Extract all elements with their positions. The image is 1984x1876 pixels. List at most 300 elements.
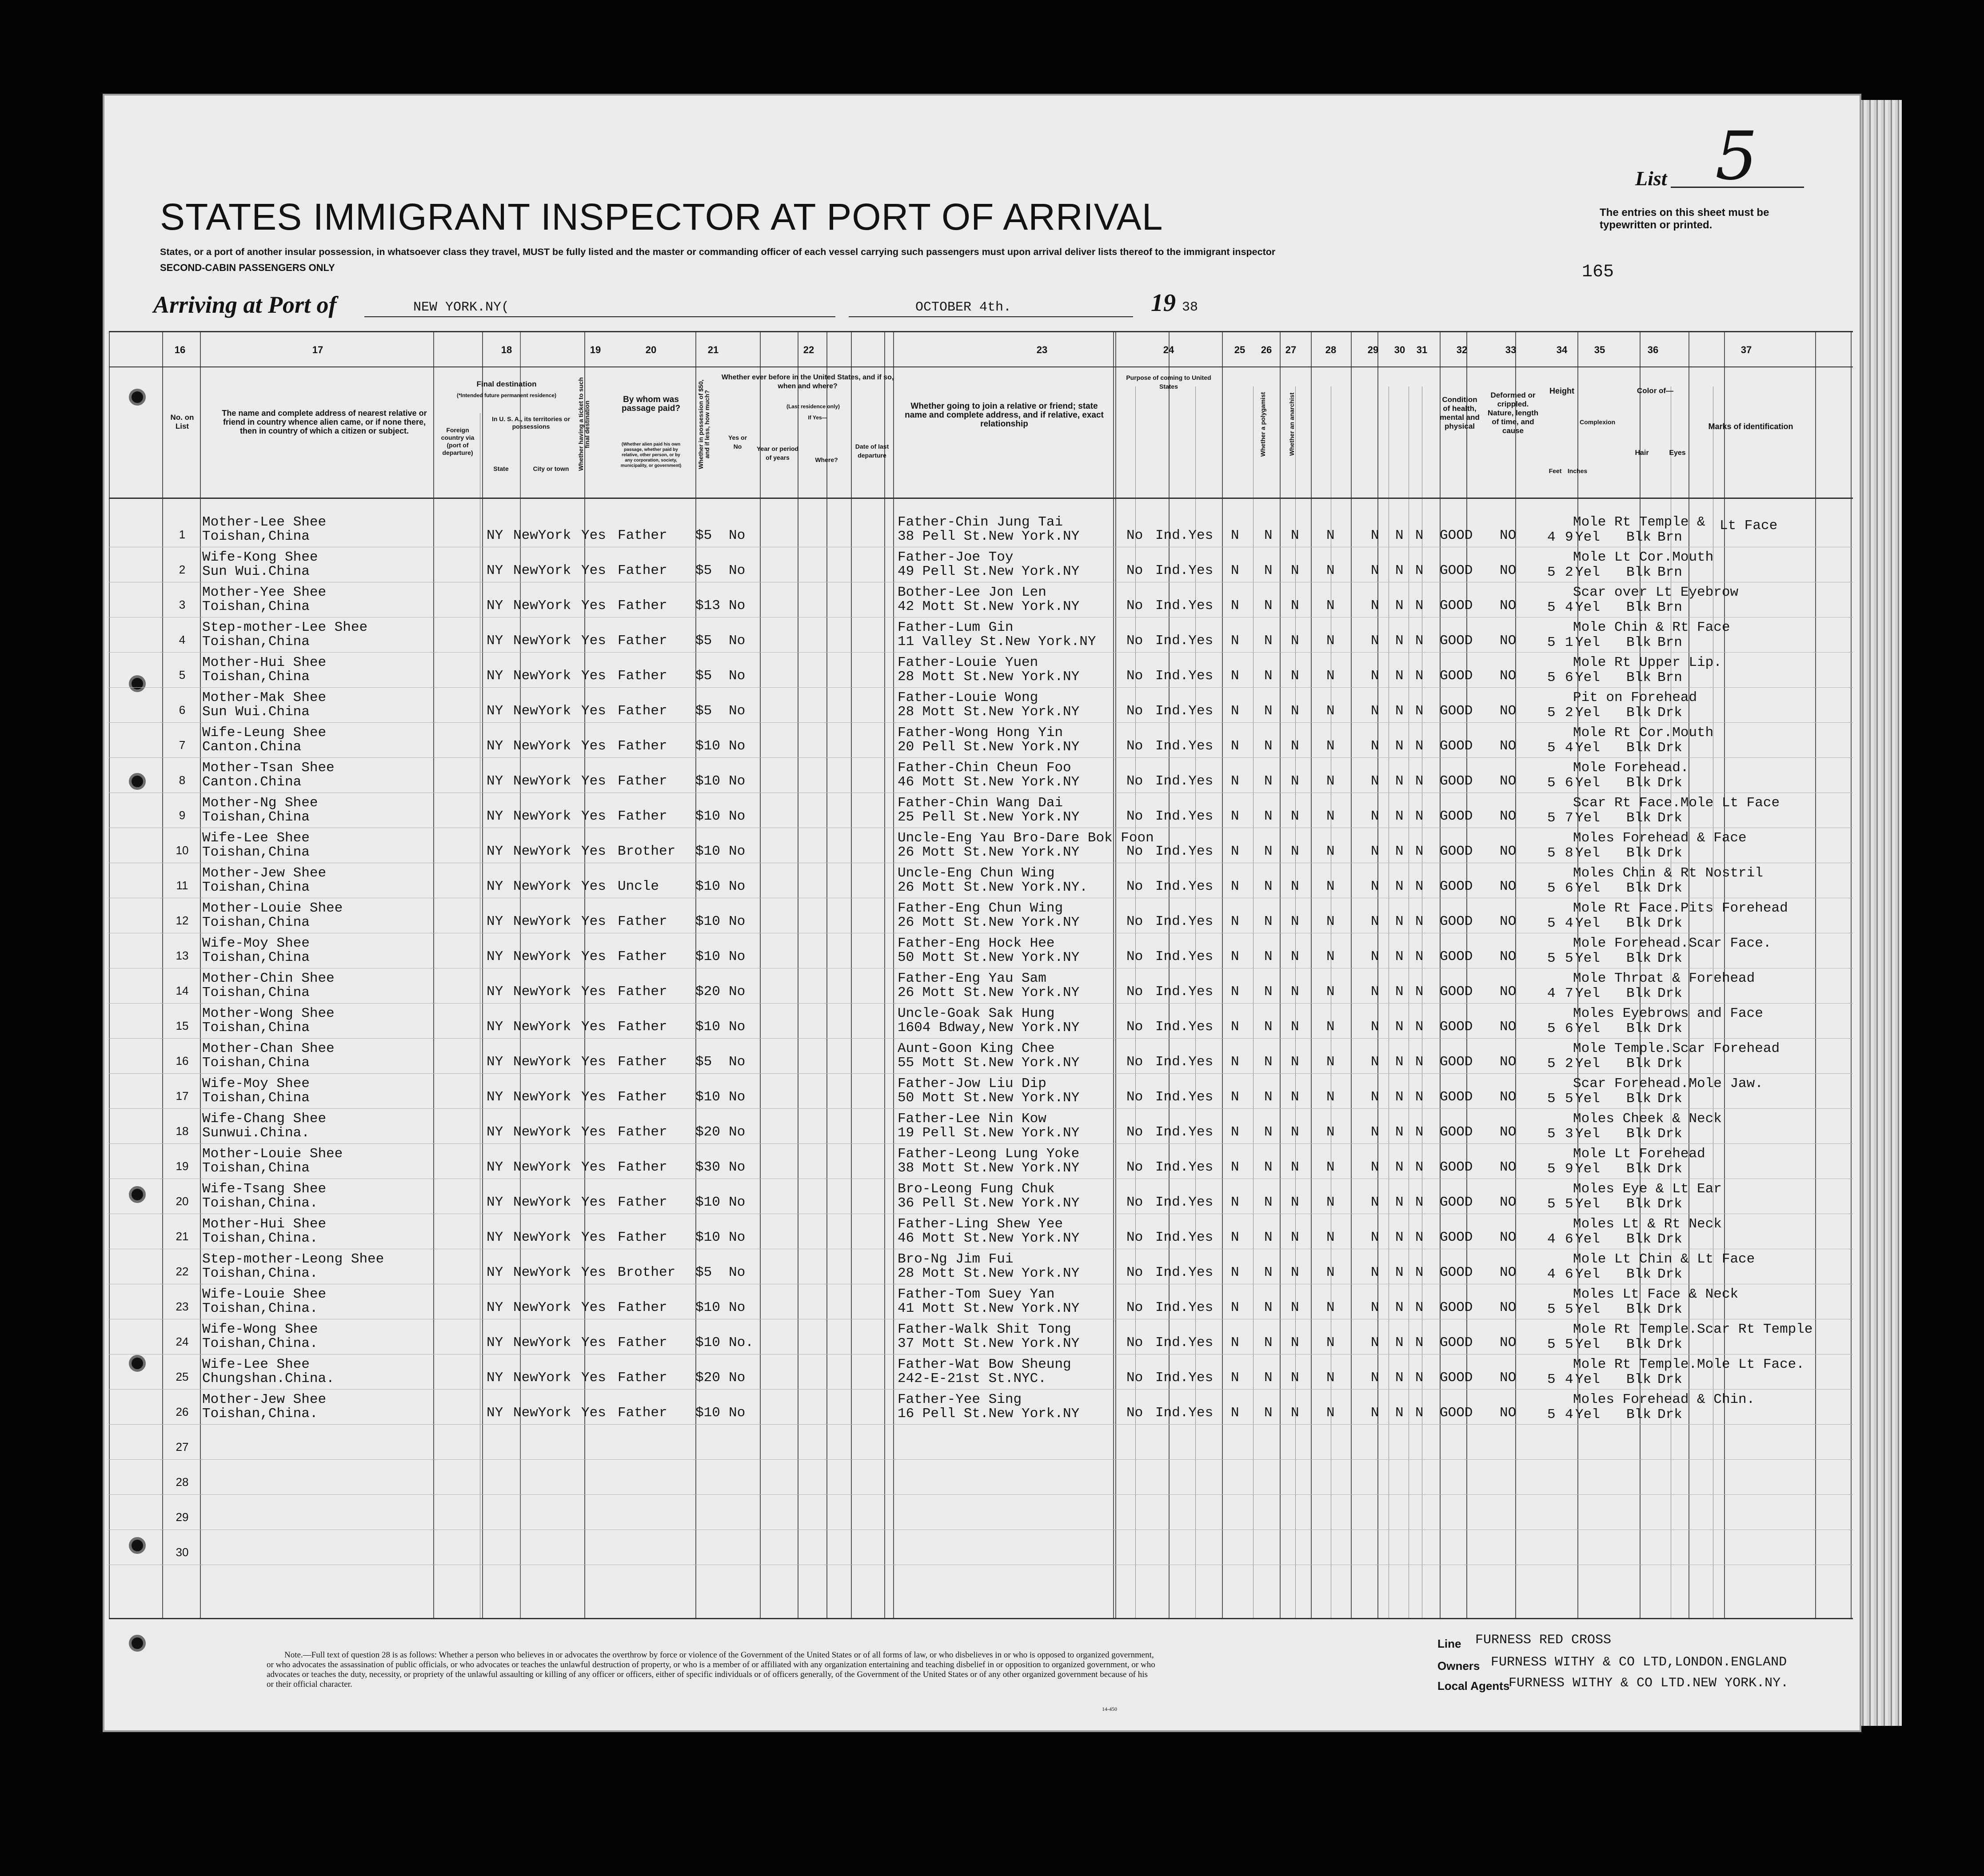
hair-color: Blk bbox=[1626, 600, 1651, 615]
relative-place: Toishan,China bbox=[202, 1055, 310, 1071]
money-in-possession: $10 bbox=[695, 1195, 720, 1210]
question-29-answer: N bbox=[1371, 1405, 1379, 1421]
complexion: Yel bbox=[1575, 670, 1600, 685]
question-29-answer: N bbox=[1371, 1300, 1379, 1315]
column-header-before-in-us: Whether ever before in the United States, and if so, when and where? bbox=[721, 374, 894, 390]
height-inches: 2 bbox=[1565, 565, 1573, 580]
height-inches: 5 bbox=[1565, 1091, 1573, 1107]
question-26-answer: N bbox=[1264, 598, 1273, 613]
purpose-flag: No bbox=[1126, 598, 1143, 613]
destination-state: NY bbox=[487, 1054, 503, 1070]
health-condition: GOOD bbox=[1440, 949, 1473, 964]
identification-marks-extra: Lt Face bbox=[1720, 518, 1778, 534]
question-29-answer: N bbox=[1371, 1159, 1379, 1175]
height-feet: 5 bbox=[1547, 1302, 1556, 1317]
purpose-indefinite: Ind.Yes bbox=[1155, 809, 1214, 824]
destination-city: NewYork bbox=[513, 844, 571, 859]
destination-city: NewYork bbox=[513, 738, 571, 754]
relative-name: Mother-Wong Shee bbox=[202, 1006, 335, 1021]
question-30-answer: N bbox=[1395, 1265, 1404, 1280]
question-27-answer: N bbox=[1291, 1335, 1299, 1350]
question-29-answer: N bbox=[1371, 1054, 1379, 1070]
column-rule bbox=[893, 331, 894, 1618]
height-inches: 7 bbox=[1565, 986, 1573, 1001]
question-30-answer: N bbox=[1395, 703, 1404, 719]
row-rule bbox=[109, 1003, 1853, 1004]
question-31-answer: N bbox=[1415, 914, 1424, 929]
money-in-possession: $5 bbox=[695, 668, 712, 684]
complexion: Yel bbox=[1575, 775, 1600, 791]
health-condition: GOOD bbox=[1440, 1124, 1473, 1140]
hair-color: Blk bbox=[1626, 1126, 1651, 1142]
row-number: 19 bbox=[176, 1159, 189, 1173]
purpose-indefinite: Ind.Yes bbox=[1155, 1370, 1214, 1386]
height-inches: 4 bbox=[1565, 600, 1573, 615]
joining-relative: Father-Joe Toy bbox=[898, 550, 1014, 565]
complexion: Yel bbox=[1575, 1161, 1600, 1177]
question-28-answer: N bbox=[1326, 914, 1335, 929]
column-rule bbox=[1851, 331, 1852, 1618]
row-rule bbox=[109, 1459, 1853, 1460]
passage-paid-by: Father bbox=[618, 703, 667, 719]
joining-address: 28 Mott St.New York.NY bbox=[898, 704, 1080, 720]
relative-place: Canton.China bbox=[202, 774, 302, 790]
complexion: Yel bbox=[1575, 1056, 1600, 1071]
relative-name: Wife-Moy Shee bbox=[202, 1076, 310, 1091]
hair-color: Blk bbox=[1626, 1161, 1651, 1177]
height-inches: 6 bbox=[1565, 1267, 1573, 1282]
relative-name: Mother-Yee Shee bbox=[202, 585, 327, 600]
passage-paid-by: Father bbox=[618, 1335, 667, 1350]
relative-place: Toishan,China bbox=[202, 844, 310, 860]
hair-color: Blk bbox=[1626, 916, 1651, 931]
money-in-possession: $5 bbox=[695, 1265, 712, 1280]
column-header-inches: Inches bbox=[1567, 467, 1588, 474]
height-inches: 2 bbox=[1565, 705, 1573, 721]
complexion: Yel bbox=[1575, 880, 1600, 896]
question-28-answer: N bbox=[1326, 738, 1335, 754]
complexion: Yel bbox=[1575, 810, 1600, 826]
question-25-answer: N bbox=[1231, 1230, 1239, 1245]
purpose-flag: No bbox=[1126, 773, 1143, 789]
row-number: 3 bbox=[179, 598, 186, 611]
owners-value: FURNESS WITHY & CO LTD,LONDON.ENGLAND bbox=[1491, 1655, 1787, 1670]
hair-color: Blk bbox=[1626, 1021, 1651, 1036]
joining-relative: Father-Jow Liu Dip bbox=[898, 1076, 1046, 1091]
hair-color: Blk bbox=[1626, 670, 1651, 685]
purpose-flag: No bbox=[1126, 1230, 1143, 1245]
question-26-answer: N bbox=[1264, 914, 1273, 929]
question-31-answer: N bbox=[1415, 1370, 1424, 1386]
arriving-label: Arriving at Port of bbox=[153, 291, 337, 318]
height-feet: 5 bbox=[1547, 775, 1556, 791]
health-condition: GOOD bbox=[1440, 528, 1473, 543]
question-29-answer: N bbox=[1371, 1265, 1379, 1280]
question-27-answer: N bbox=[1291, 1300, 1299, 1315]
row-number: 2 bbox=[179, 563, 186, 576]
hair-color: Blk bbox=[1626, 1056, 1651, 1071]
health-condition: GOOD bbox=[1440, 738, 1473, 754]
question-30-answer: N bbox=[1395, 1195, 1404, 1210]
ticket-flag: Yes bbox=[581, 703, 606, 719]
complexion: Yel bbox=[1575, 635, 1600, 650]
ticket-flag: Yes bbox=[581, 879, 606, 894]
passage-paid-by: Father bbox=[618, 984, 667, 1000]
question-30-answer: N bbox=[1395, 809, 1404, 824]
purpose-indefinite: Ind.Yes bbox=[1155, 1300, 1214, 1315]
passage-paid-by: Father bbox=[618, 809, 667, 824]
joining-address: 26 Mott St.New York.NY. bbox=[898, 880, 1088, 895]
purpose-indefinite: Ind.Yes bbox=[1155, 1089, 1214, 1105]
question-25-answer: N bbox=[1231, 1195, 1239, 1210]
question-30-answer: N bbox=[1395, 528, 1404, 543]
relative-name: Mother-Jew Shee bbox=[202, 1392, 327, 1407]
column-number: 29 bbox=[1367, 344, 1379, 355]
money-in-possession: $10 bbox=[695, 879, 720, 894]
identification-marks: Mole Rt Temple & bbox=[1573, 514, 1705, 530]
previously-in-us: No bbox=[729, 563, 746, 578]
health-condition: GOOD bbox=[1440, 914, 1473, 929]
passage-paid-by: Father bbox=[618, 1124, 667, 1140]
column-header-feet: Feet bbox=[1549, 467, 1562, 474]
joining-relative: Father-Eng Yau Sam bbox=[898, 971, 1046, 986]
deformed-flag: NO bbox=[1500, 563, 1517, 578]
destination-state: NY bbox=[487, 738, 503, 754]
question-26-answer: N bbox=[1264, 773, 1273, 789]
destination-city: NewYork bbox=[513, 1230, 571, 1245]
relative-name: Step-mother-Lee Shee bbox=[202, 620, 368, 635]
joining-address: 55 Mott St.New York.NY bbox=[898, 1055, 1080, 1071]
deformed-flag: NO bbox=[1500, 703, 1517, 719]
previously-in-us: No bbox=[729, 1089, 746, 1105]
ticket-flag: Yes bbox=[581, 1019, 606, 1035]
question-28-answer: N bbox=[1326, 1300, 1335, 1315]
question-25-answer: N bbox=[1231, 598, 1239, 613]
question-27-answer: N bbox=[1291, 738, 1299, 754]
passage-paid-by: Father bbox=[618, 1370, 667, 1386]
eye-color: Drk bbox=[1657, 810, 1682, 826]
height-feet: 4 bbox=[1547, 1267, 1556, 1282]
question-25-answer: N bbox=[1231, 563, 1239, 578]
relative-place: Toishan,China. bbox=[202, 1406, 318, 1422]
joining-relative: Uncle-Eng Yau Bro-Dare Bok Foon bbox=[898, 830, 1154, 846]
row-number: 7 bbox=[179, 738, 186, 752]
question-28-answer: N bbox=[1326, 1054, 1335, 1070]
relative-name: Wife-Leung Shee bbox=[202, 725, 327, 741]
column-rule bbox=[109, 331, 110, 1618]
previously-in-us: No bbox=[729, 949, 746, 964]
row-number: 8 bbox=[179, 773, 186, 787]
relative-place: Toishan,China bbox=[202, 634, 310, 649]
ticket-flag: Yes bbox=[581, 1230, 606, 1245]
destination-city: NewYork bbox=[513, 1195, 571, 1210]
purpose-indefinite: Ind.Yes bbox=[1155, 1405, 1214, 1421]
question-27-answer: N bbox=[1291, 1370, 1299, 1386]
money-in-possession: $10 bbox=[695, 738, 720, 754]
row-rule bbox=[109, 687, 1853, 688]
relative-name: Wife-Lee Shee bbox=[202, 830, 310, 846]
purpose-flag: No bbox=[1126, 914, 1143, 929]
hair-color: Blk bbox=[1626, 1267, 1651, 1282]
question-31-answer: N bbox=[1415, 738, 1424, 754]
hair-color: Blk bbox=[1626, 1196, 1651, 1212]
health-condition: GOOD bbox=[1440, 1019, 1473, 1035]
port-line bbox=[364, 316, 835, 317]
purpose-indefinite: Ind.Yes bbox=[1155, 1265, 1214, 1280]
previously-in-us: No bbox=[729, 1405, 746, 1421]
height-inches: 4 bbox=[1565, 916, 1573, 931]
relative-place: Toishan,China bbox=[202, 809, 310, 825]
row-number: 22 bbox=[176, 1265, 189, 1278]
relative-name: Mother-Louie Shee bbox=[202, 1146, 343, 1162]
relative-place: Toishan,China bbox=[202, 1160, 310, 1176]
ticket-flag: Yes bbox=[581, 1335, 606, 1350]
deformed-flag: NO bbox=[1500, 633, 1517, 649]
question-29-answer: N bbox=[1371, 1019, 1379, 1035]
question-29-answer: N bbox=[1371, 844, 1379, 859]
question-31-answer: N bbox=[1415, 1019, 1424, 1035]
joining-relative: Father-Lee Nin Kow bbox=[898, 1111, 1046, 1127]
destination-state: NY bbox=[487, 598, 503, 613]
column-header-final-destination: Final destination bbox=[476, 380, 537, 388]
purpose-indefinite: Ind.Yes bbox=[1155, 844, 1214, 859]
column-rule bbox=[1440, 331, 1441, 1618]
identification-marks: Mole Lt Cor.Mouth bbox=[1573, 550, 1714, 565]
question-30-answer: N bbox=[1395, 984, 1404, 1000]
column-header-date-departure: Date of last departure bbox=[855, 443, 889, 459]
question-26-answer: N bbox=[1264, 984, 1273, 1000]
column-header-if-yes: If Yes— bbox=[808, 414, 827, 421]
column-rule bbox=[1222, 331, 1223, 1618]
identification-marks: Mole Forehead. bbox=[1573, 760, 1689, 776]
hair-color: Blk bbox=[1626, 775, 1651, 791]
deformed-flag: NO bbox=[1500, 949, 1517, 964]
money-in-possession: $10 bbox=[695, 1405, 720, 1421]
question-28-answer: N bbox=[1326, 1370, 1335, 1386]
health-condition: GOOD bbox=[1440, 984, 1473, 1000]
relative-name: Mother-Ng Shee bbox=[202, 795, 318, 811]
destination-city: NewYork bbox=[513, 879, 571, 894]
joining-relative: Father-Chin Jung Tai bbox=[898, 514, 1063, 530]
question-25-answer: N bbox=[1231, 1335, 1239, 1350]
column-header-color-of: Color of— bbox=[1637, 386, 1674, 395]
column-rule bbox=[200, 331, 201, 1618]
purpose-flag: No bbox=[1126, 1300, 1143, 1315]
deformed-flag: NO bbox=[1500, 668, 1517, 684]
height-inches: 6 bbox=[1565, 670, 1573, 685]
purpose-indefinite: Ind.Yes bbox=[1155, 773, 1214, 789]
list-label: List bbox=[1635, 167, 1667, 190]
column-number: 24 bbox=[1163, 344, 1174, 355]
column-number: 20 bbox=[645, 344, 657, 355]
deformed-flag: NO bbox=[1500, 1370, 1517, 1386]
destination-city: NewYork bbox=[513, 809, 571, 824]
money-in-possession: $13 bbox=[695, 598, 720, 613]
row-rule bbox=[109, 722, 1853, 723]
complexion: Yel bbox=[1575, 1021, 1600, 1036]
previously-in-us: No bbox=[729, 773, 746, 789]
eye-color: Drk bbox=[1657, 845, 1682, 861]
column-header-complexion: Complexion bbox=[1580, 418, 1616, 426]
column-number: 21 bbox=[707, 344, 719, 355]
joining-address: 46 Mott St.New York.NY bbox=[898, 1231, 1080, 1246]
eye-color: Brn bbox=[1657, 600, 1682, 615]
purpose-flag: No bbox=[1126, 1019, 1143, 1035]
relative-place: Sun Wui.China bbox=[202, 704, 310, 720]
relative-place: Sun Wui.China bbox=[202, 564, 310, 579]
identification-marks: Moles Lt Face & Neck bbox=[1573, 1287, 1739, 1302]
identification-marks: Mole Forehead.Scar Face. bbox=[1573, 936, 1772, 951]
purpose-indefinite: Ind.Yes bbox=[1155, 914, 1214, 929]
identification-marks: Mole Lt Chin & Lt Face bbox=[1573, 1251, 1755, 1267]
destination-city: NewYork bbox=[513, 914, 571, 929]
question-26-answer: N bbox=[1264, 1195, 1273, 1210]
column-rule bbox=[1515, 331, 1516, 1618]
health-condition: GOOD bbox=[1440, 1230, 1473, 1245]
row-rule bbox=[109, 652, 1853, 653]
row-number: 10 bbox=[176, 844, 189, 857]
previously-in-us: No bbox=[729, 1370, 746, 1386]
passage-paid-by: Father bbox=[618, 1054, 667, 1070]
question-29-answer: N bbox=[1371, 949, 1379, 964]
question-25-answer: N bbox=[1231, 528, 1239, 543]
row-number: 28 bbox=[176, 1475, 189, 1489]
column-rule bbox=[1280, 331, 1281, 1618]
eye-color: Drk bbox=[1657, 705, 1682, 721]
purpose-indefinite: Ind.Yes bbox=[1155, 1019, 1214, 1035]
ticket-flag: Yes bbox=[581, 1370, 606, 1386]
identification-marks: Mole Throat & Forehead bbox=[1573, 971, 1755, 986]
destination-city: NewYork bbox=[513, 528, 571, 543]
passage-paid-by: Father bbox=[618, 563, 667, 578]
destination-city: NewYork bbox=[513, 633, 571, 649]
eye-color: Brn bbox=[1657, 635, 1682, 650]
previously-in-us: No bbox=[729, 703, 746, 719]
passage-paid-by: Father bbox=[618, 668, 667, 684]
joining-relative: Father-Chin Cheun Foo bbox=[898, 760, 1071, 776]
destination-state: NY bbox=[487, 1195, 503, 1210]
destination-state: NY bbox=[487, 773, 503, 789]
passage-paid-by: Father bbox=[618, 1159, 667, 1175]
health-condition: GOOD bbox=[1440, 1405, 1473, 1421]
question-28-answer: N bbox=[1326, 1265, 1335, 1280]
row-number: 25 bbox=[176, 1370, 189, 1383]
column-header-hair: Hair bbox=[1635, 449, 1649, 457]
joining-address: 11 Valley St.New York.NY bbox=[898, 634, 1096, 649]
deformed-flag: NO bbox=[1500, 1019, 1517, 1035]
height-inches: 6 bbox=[1565, 880, 1573, 896]
complexion: Yel bbox=[1575, 1337, 1600, 1352]
question-31-answer: N bbox=[1415, 633, 1424, 649]
question-27-answer: N bbox=[1291, 1089, 1299, 1105]
purpose-indefinite: Ind.Yes bbox=[1155, 1195, 1214, 1210]
identification-marks: Mole Lt Forehead bbox=[1573, 1146, 1705, 1162]
joining-address: 25 Pell St.New York.NY bbox=[898, 809, 1080, 825]
relative-name: Wife-Kong Shee bbox=[202, 550, 318, 565]
money-in-possession: $10 bbox=[695, 1019, 720, 1035]
punch-hole-icon bbox=[129, 1537, 146, 1554]
column-number: 35 bbox=[1594, 344, 1605, 355]
question-29-answer: N bbox=[1371, 879, 1379, 894]
joining-relative: Bother-Lee Jon Len bbox=[898, 585, 1046, 600]
destination-city: NewYork bbox=[513, 1159, 571, 1175]
row-number: 4 bbox=[179, 633, 186, 646]
purpose-flag: No bbox=[1126, 668, 1143, 684]
purpose-indefinite: Ind.Yes bbox=[1155, 1054, 1214, 1070]
question-31-answer: N bbox=[1415, 1300, 1424, 1315]
destination-state: NY bbox=[487, 1230, 503, 1245]
height-feet: 5 bbox=[1547, 705, 1556, 721]
column-header-year-or-period: Year or period of years bbox=[756, 445, 799, 461]
relative-name: Mother-Mak Shee bbox=[202, 690, 327, 705]
passage-paid-by: Father bbox=[618, 949, 667, 964]
height-feet: 4 bbox=[1547, 1231, 1556, 1247]
date-line bbox=[849, 316, 1133, 317]
question-30-answer: N bbox=[1395, 1405, 1404, 1421]
column-header-marks: Marks of identification bbox=[1708, 422, 1793, 431]
ticket-flag: Yes bbox=[581, 1089, 606, 1105]
money-in-possession: $10 bbox=[695, 949, 720, 964]
question-26-answer: N bbox=[1264, 1054, 1273, 1070]
question-30-answer: N bbox=[1395, 879, 1404, 894]
relative-place: Toishan,China bbox=[202, 915, 310, 930]
joining-relative: Father-Yee Sing bbox=[898, 1392, 1022, 1407]
question-25-answer: N bbox=[1231, 1159, 1239, 1175]
question-26-answer: N bbox=[1264, 809, 1273, 824]
column-number: 27 bbox=[1285, 344, 1297, 355]
passage-paid-by: Father bbox=[618, 1195, 667, 1210]
identification-marks: Mole Rt Upper Lip. bbox=[1573, 655, 1722, 670]
complexion: Yel bbox=[1575, 740, 1600, 756]
question-25-answer: N bbox=[1231, 1124, 1239, 1140]
height-feet: 5 bbox=[1547, 916, 1556, 931]
money-in-possession: $10 bbox=[695, 1300, 720, 1315]
height-feet: 5 bbox=[1547, 1196, 1556, 1212]
ticket-flag: Yes bbox=[581, 1300, 606, 1315]
previously-in-us: No bbox=[729, 1265, 746, 1280]
joining-address: 37 Mott St.New York.NY bbox=[898, 1336, 1080, 1351]
hair-color: Blk bbox=[1626, 705, 1651, 721]
column-header-last-residence: (Last residence only) bbox=[786, 403, 840, 410]
purpose-flag: No bbox=[1126, 1265, 1143, 1280]
height-feet: 5 bbox=[1547, 600, 1556, 615]
previously-in-us: No bbox=[729, 1124, 746, 1140]
question-26-answer: N bbox=[1264, 738, 1273, 754]
ticket-flag: Yes bbox=[581, 914, 606, 929]
relative-name: Wife-Chang Shee bbox=[202, 1111, 327, 1127]
complexion: Yel bbox=[1575, 1302, 1600, 1317]
identification-marks: Moles Lt & Rt Neck bbox=[1573, 1216, 1722, 1232]
question-25-answer: N bbox=[1231, 738, 1239, 754]
purpose-flag: No bbox=[1126, 1124, 1143, 1140]
relative-name: Wife-Louie Shee bbox=[202, 1287, 327, 1302]
eye-color: Drk bbox=[1657, 740, 1682, 756]
question-29-answer: N bbox=[1371, 1195, 1379, 1210]
relative-place: Toishan,China bbox=[202, 529, 310, 544]
height-inches: 6 bbox=[1565, 775, 1573, 791]
height-feet: 5 bbox=[1547, 845, 1556, 861]
ticket-flag: Yes bbox=[581, 984, 606, 1000]
question-27-answer: N bbox=[1291, 668, 1299, 684]
question-25-answer: N bbox=[1231, 773, 1239, 789]
health-condition: GOOD bbox=[1440, 844, 1473, 859]
hair-color: Blk bbox=[1626, 1231, 1651, 1247]
row-number: 23 bbox=[176, 1300, 189, 1313]
question-31-answer: N bbox=[1415, 1054, 1424, 1070]
purpose-indefinite: Ind.Yes bbox=[1155, 703, 1214, 719]
question-30-answer: N bbox=[1395, 563, 1404, 578]
ticket-flag: Yes bbox=[581, 809, 606, 824]
